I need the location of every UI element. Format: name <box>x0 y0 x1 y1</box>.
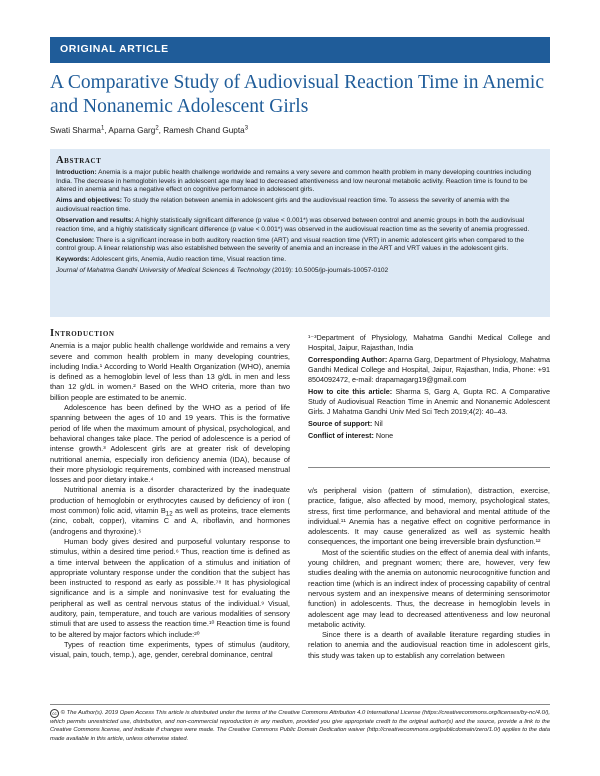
abstract-results <box>56 217 544 234</box>
abstract-label: Observation and results: <box>56 216 134 224</box>
abstract-keywords <box>56 256 544 265</box>
body-paragraph: Since there is a dearth of available literature regarding studies in relation to anemia and the audiovisual reaction time in adolescent girls, this study was taken up to establish any correlation between <box>308 630 550 660</box>
abstract-text: To study the relation between anemia in adolescent girls and the audiovisual reaction time. To assess the severity of anemia with the audiovisual reaction time. <box>56 197 510 213</box>
left-column <box>50 329 290 661</box>
abstract-text: There is a significant increase in both auditory reaction time (ART) and visual reaction time (VRT) in anemic adolescent girls when compared to the control group. A linear relationship was also established between the severity of anemia and an increase in the ART and VRT values in the adolescent girls. <box>56 236 525 253</box>
intro-text: Nutritional anemia is a disorder characterized by the inadequate production of hemoglobin or erythrocytes caused by deficiency of iron ( most common) folic acid, vitamin B <box>50 485 290 516</box>
author-affiliation-mark: 3 <box>244 125 249 132</box>
author-separator: , <box>158 126 164 135</box>
license-text: © The Author(s). 2019 Open Access This article is distributed under the terms of the Creative Commons Attribution 4.0 International License (https://creativecommons.org/licenses/by-nc/4.0/), which permits unrestricted use, distribution, and non-commercial reproduction in any medium, provided you give appropriate credit to the original author(s) and the source, provide a link to the Creative Commons license, and indicate if changes were made. The Creative Commons Public Domain Dedication waiver (http://creativecommons.org/publicdomain/zero/1.0/) applies to the data made available in this article, unless otherwise stated. <box>50 710 550 742</box>
intro-paragraph: Human body gives desired and purposeful voluntary response to stimulus, within a desired time period.⁶ Thus, reaction time is defined as a time interval between the application of a stimulus and initiation of appropriate voluntary response under the condition that the subject has been instructed to respond as early as possible.⁷⁸ It has physiological significance and is a simple and noninvasive test for evaluating the peripheral as well as central nervous status of the individual.⁹ Visual, auditory, pain, temperature, and touch are various modalities of sensory stimuli that are used to assess the reaction time.¹⁰ Reaction time is found to be altered by major factors which include:²⁰ <box>50 536 290 639</box>
body-paragraph: Most of the scientific studies on the effect of anemia deal with infants, young children, and pregnant women; there are, however, very few studies dealing with the anemia on autonomic neurocognitive function and reaction time (which is an indirect index of processing capability of central nervous system and an inexpensive means of determining sensorimotor function) in adolescents. Thus, the decrease in hemoglobin levels in adolescent age may lead to decreased attentiveness and low neuronal metabolic activity. <box>308 547 550 629</box>
creative-commons-icon: cc <box>50 709 59 718</box>
intro-subscript: 12 <box>165 510 173 518</box>
author-name: Ramesh Chand Gupta <box>163 126 245 135</box>
article-type-banner <box>50 37 550 63</box>
author-separator: , <box>104 126 109 135</box>
intro-paragraph: Adolescence has been defined by the WHO as a period of life spanning between the ages of 10 and 19 years. This is the formative period of life when the maximum amount of physical, psychological, and behavioral changes take place. The period of adolescence is a period of intense growth.³ Adolescent girls are at greater risk of developing nutritional anemia, especially iron deficiency anemia (IDA), because of their more physiologic requirements, combined with increased menstrual losses and poor dietary intake.⁴ <box>50 403 290 485</box>
cite-article <box>308 387 550 416</box>
abstract-label: Introduction: <box>56 169 97 176</box>
info-label: Conflict of interest: <box>308 431 374 441</box>
abstract-text: Adolescent girls, Anemia, Audio reaction time, Visual reaction time. <box>89 256 287 264</box>
affiliation-department: ¹⁻³Department of Physiology, Mahatma Gandhi Medical College and Hospital, Jaipur, Rajasthan, India <box>308 333 550 352</box>
abstract-conclusion <box>56 237 544 254</box>
author-list <box>50 126 248 135</box>
abstract-heading: Abstract <box>56 155 102 166</box>
license-footer <box>50 709 550 743</box>
journal-doi: (2019): 10.5005/jp-journals-10057-0102 <box>270 267 389 275</box>
intro-paragraph: Anemia is a major public health challenge worldwide and remains a very severe and common health problem in many developing countries, including India.¹ According to World Health Organization (WHO), anemia is defined as a hemoglobin level of less than 13 g/dL in men and less than 12 g/dL in women.² Based on the WHO criteria, more than two billion people are estimated to be anemic. <box>50 341 290 402</box>
affiliation-block <box>308 333 550 443</box>
author-affiliation-mark: 1 <box>100 125 105 132</box>
intro-paragraph: Types of reaction time experiments, types of stimulus (auditory, visual, pain, touch, temp.), age, gender, cerebral dominance, central <box>50 639 290 660</box>
abstract-introduction <box>56 169 544 195</box>
abstract-label: Keywords: <box>56 256 90 264</box>
intro-text: as well as proteins, trace elements (zinc, cobalt, copper), vitamins C and A, riboflavin, and hormones (androgens and thyroxine).⁵ <box>50 506 290 536</box>
source-of-support <box>308 419 550 429</box>
article-type-label: ORIGINAL ARTICLE <box>60 43 169 55</box>
info-text: Aparna Garg, Department of Physiology, Mahatma Gandhi Medical College and Hospital, Jaipur, Rajasthan, India, Phone: +91 8504092472, e-mail: drapamagarg19@gmail.com <box>308 355 550 384</box>
info-text: Sharma S, Garg A, Gupta RC. A Comparative Study of Audiovisual Reaction Time in Anemic and Nonanemic Adolescent Girls. J Mahatma Gandhi Univ Med Sci Tech 2019;4(2): 40–43. <box>308 386 550 416</box>
footer-divider <box>50 704 550 705</box>
intro-paragraph <box>50 485 290 536</box>
info-label: Corresponding Author: <box>308 355 388 365</box>
body-paragraph: v/s peripheral vision (pattern of stimulation), distraction, exercise, practice, fatigue, also affected by mood, memory, psychological states, stress, first time performance, and behavioral and mental attitude of the individual.¹¹ Anemia has a negative effect on cognitive performance in adolescents. It may cause generalized as well as systemic health consequences, the important one being irreversible brain dysfunction.¹² <box>308 486 550 547</box>
abstract-label: Conclusion: <box>56 236 95 244</box>
corresponding-author <box>308 355 550 384</box>
author-affiliation-mark: 2 <box>155 125 159 132</box>
info-text: Nil <box>372 418 383 428</box>
author-name: Aparna Garg <box>108 126 156 135</box>
right-column-body <box>308 486 550 661</box>
abstract-label: Aims and objectives: <box>56 197 122 205</box>
journal-citation <box>56 267 544 276</box>
journal-name: Journal of Mahatma Gandhi University of Medical Sciences & Technology <box>56 267 271 275</box>
info-label: How to cite this article: <box>308 386 393 396</box>
conflict-of-interest <box>308 431 550 441</box>
abstract-box <box>50 149 550 317</box>
info-label: Source of support: <box>308 418 373 428</box>
abstract-text: A highly statistically significant difference (p value < 0.001*) was observed between control and anemic groups in both the audiovisual reaction time, and a highly statistically significant difference (p value < 0.001*) was observed in the audiovisual reaction time as the severity of anemia progressed. <box>56 216 530 233</box>
info-text: None <box>373 431 394 441</box>
abstract-aims <box>56 197 544 214</box>
abstract-text: Anemia is a major public health challenge worldwide and remains a very severe and common health problem in many developing countries including India. The decrease in hemoglobin levels in adolescent age may lead to decreased attentiveness and low neuronal metabolic activity. Reaction time is found to be altered in anemia and has a negative effect on cognitive performance in adolescent girls. <box>56 169 531 194</box>
article-title: A Comparative Study of Audiovisual Reaction Time in Anemic and Nonanemic Adolescent Girls <box>50 72 544 117</box>
introduction-heading: Introduction <box>50 328 115 339</box>
author-name: Swati Sharma <box>50 126 101 135</box>
affiliation-divider <box>308 467 550 468</box>
